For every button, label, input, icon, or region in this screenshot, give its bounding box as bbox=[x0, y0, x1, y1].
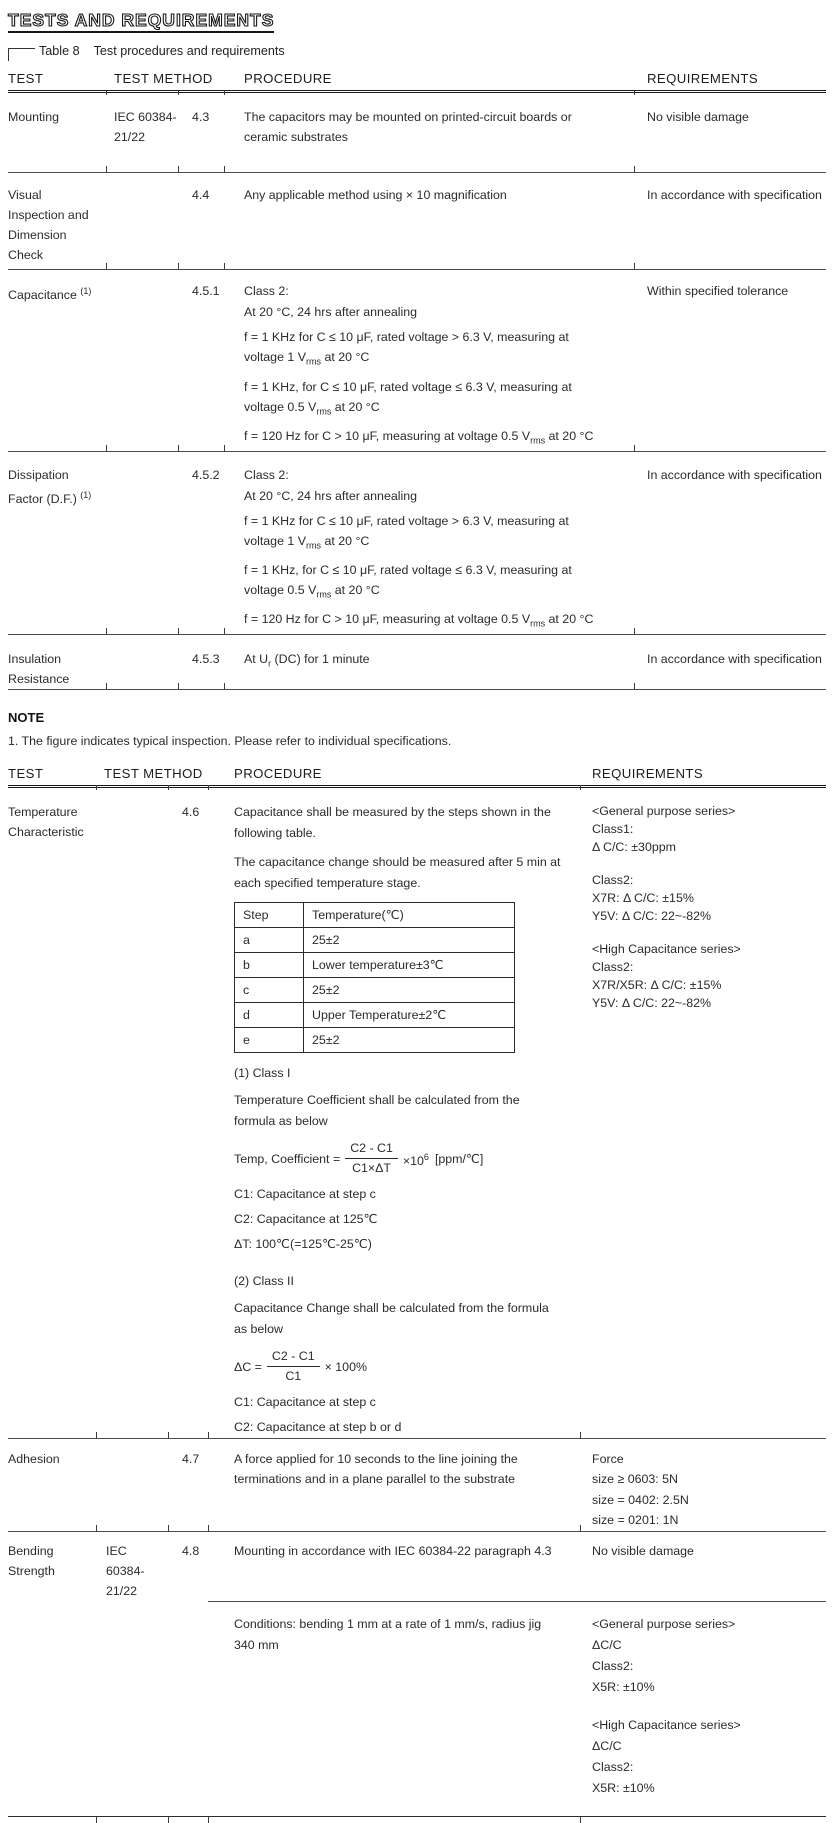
table2-header-test: TEST bbox=[8, 765, 44, 781]
steps-header-row: Step Temperature(℃) bbox=[235, 903, 514, 927]
table2-header-requirements: REQUIREMENTS bbox=[592, 765, 704, 781]
capacitance-f2: f = 1 KHz, for C ≤ 10 μF, rated voltage ≤ 6.3 V, measuring at voltage 0.5 $V_{rms}$ at 20 °C bbox=[244, 379, 572, 417]
dissipation-f3: f = 120 Hz for C > 10 μF, measuring at voltage 0.5 $V_{rms}$ at 20 °C bbox=[244, 612, 594, 629]
column-tick bbox=[634, 263, 635, 269]
adhesion-method-no: 4.7 bbox=[182, 1451, 200, 1466]
req-general-purpose: <General purpose series> Class1: Δ C/C: ±30ppm bbox=[592, 803, 736, 854]
column-tick bbox=[168, 1817, 169, 1823]
adhesion-method bbox=[96, 1449, 168, 1531]
class1-dt: ΔT: 100℃(=125℃-25℃) bbox=[234, 1236, 372, 1251]
column-tick bbox=[106, 445, 107, 451]
bending-method-no: 4.8 bbox=[182, 1543, 200, 1558]
mounting-method-no: 4.3 bbox=[192, 110, 210, 125]
req-general-purpose: <General purpose series> ΔC/C Class2: X5R: ±10% bbox=[592, 1616, 736, 1694]
visual-method-no: 4.4 bbox=[192, 188, 210, 203]
column-tick bbox=[224, 445, 225, 451]
column-tick bbox=[634, 166, 635, 172]
column-tick bbox=[178, 445, 179, 451]
mounting-method: IEC 60384- 21/22 bbox=[114, 110, 177, 145]
dissipation-test: Dissipation Factor (D.F.) $^{(1)}$ bbox=[8, 467, 92, 506]
steps-row: b Lower temperature±3℃ bbox=[235, 952, 514, 977]
page-title: TESTS AND REQUIREMENTS bbox=[8, 10, 274, 33]
test-table-1 bbox=[8, 69, 826, 690]
capacitance-requirement: Within specified tolerance bbox=[647, 284, 789, 299]
dissipation-procedure: Class 2: At 20 °C, 24 hrs after annealing f = 1 KHz for C ≤ 10 μF, rated voltage > 6.3 V, measuring at voltage 1 $V_{rms}$ at 20 °C f = 1 KHz, for C ≤ 10 μF, rated voltage ≤ 6.3 V, measuring at voltage 0.5 $V_{rms}$ at 20 °C f = 120 Hz for C > 10 μF, measuring at voltage 0.5 $V_{rms}$ at 20 °C bbox=[224, 465, 634, 634]
footnote-ref: (1) bbox=[80, 286, 92, 297]
column-tick bbox=[168, 1432, 169, 1438]
column-tick bbox=[580, 1817, 581, 1823]
column-tick bbox=[178, 628, 179, 634]
column-tick bbox=[208, 1432, 209, 1438]
class1-c1: C1: Capacitance at step c bbox=[234, 1186, 376, 1201]
column-tick bbox=[634, 90, 635, 95]
table-caption bbox=[8, 44, 826, 61]
class1-heading: (1) Class I bbox=[234, 1065, 291, 1080]
capacitance-method-no: 4.5.1 bbox=[192, 284, 220, 299]
table-row-bending-strength bbox=[8, 1532, 826, 1816]
test-table-2 bbox=[8, 764, 826, 1818]
column-tick bbox=[208, 1817, 209, 1823]
capacitance-f1: f = 1 KHz for C ≤ 10 μF, rated voltage > 6.3 V, measuring at voltage 1 $V_{rms}$ at 20 °C bbox=[244, 330, 569, 367]
mounting-procedure: The capacitors may be mounted on printed-circuit boards or ceramic substrates bbox=[244, 110, 572, 145]
capacitance-method bbox=[106, 281, 178, 450]
class2-c1: C1: Capacitance at step c bbox=[234, 1394, 376, 1409]
insulation-requirement: In accordance with specification bbox=[647, 651, 822, 666]
column-tick bbox=[96, 1817, 97, 1823]
column-tick bbox=[580, 1432, 581, 1438]
temperature-test: Temperature Characteristic bbox=[8, 804, 84, 839]
note-heading: NOTE bbox=[8, 709, 45, 725]
column-tick bbox=[580, 1525, 581, 1531]
steps-row: c 25±2 bbox=[235, 977, 514, 1002]
capacitance-procedure: Class 2: At 20 °C, 24 hrs after annealing f = 1 KHz for C ≤ 10 μF, rated voltage > 6.3 V, measuring at voltage 1 $V_{rms}$ at 20 °C f = 1 KHz, for C ≤ 10 μF, rated voltage ≤ 6.3 V, measuring at voltage 0.5 $V_{rms}$ at 20 °C f = 120 Hz for C > 10 μF, measuring at voltage 0.5 $V_{rms}$ at 20 °C bbox=[224, 281, 634, 450]
column-tick bbox=[96, 1525, 97, 1531]
column-tick bbox=[224, 263, 225, 269]
mounting-test: Mounting bbox=[8, 110, 59, 125]
column-tick bbox=[224, 683, 225, 689]
table1-header-row bbox=[8, 69, 826, 93]
column-tick bbox=[106, 628, 107, 634]
table1-header-test: TEST bbox=[8, 71, 44, 87]
temp-coefficient-formula: Temp, Coefficient = $\frac{C2 - C1}{C1\times\Delta T}$ $\times 10^6$ [ppm/℃] bbox=[234, 1141, 484, 1176]
visual-test: Visual Inspection and Dimension Check bbox=[8, 188, 89, 263]
class2-c2: C2: Capacitance at step b or d bbox=[234, 1419, 402, 1434]
table-row-temperature-characteristic bbox=[8, 788, 826, 1438]
steps-row: d Upper Temperature±2℃ bbox=[235, 1002, 514, 1027]
column-tick bbox=[178, 263, 179, 269]
req-high-capacitance: <High Capacitance series> ΔC/C Class2: X5R: ±10% bbox=[592, 1717, 741, 1795]
column-tick bbox=[580, 785, 581, 790]
table-row-mounting bbox=[8, 93, 826, 172]
column-tick bbox=[178, 683, 179, 689]
fraction: $\frac{C2 - C1}{C1}$ bbox=[267, 1348, 320, 1385]
column-tick bbox=[634, 683, 635, 689]
fraction: $\frac{C2 - C1}{C1\times\Delta T}$ bbox=[345, 1140, 398, 1177]
table-row-capacitance bbox=[8, 270, 826, 450]
visual-requirement: In accordance with specification bbox=[647, 188, 822, 203]
column-tick bbox=[178, 90, 179, 95]
visual-method bbox=[106, 185, 178, 269]
row-separator bbox=[8, 269, 826, 270]
req-high-capacitance: <High Capacitance series> Class2: X7R/X5R: Δ C/C: ±15% Y5V: Δ C/C: 22~-82% bbox=[592, 941, 741, 1010]
row-separator bbox=[8, 689, 826, 690]
temperature-method bbox=[96, 802, 168, 1438]
table2-header-method: TEST METHOD bbox=[104, 765, 203, 781]
steps-row: e 25±2 bbox=[235, 1027, 514, 1052]
table-row-visual-inspection bbox=[8, 173, 826, 269]
temperature-requirement bbox=[580, 802, 826, 1438]
adhesion-procedure: A force applied for 10 seconds to the line joining the terminations and in a plane parallel to the substrate bbox=[234, 1451, 518, 1486]
column-tick bbox=[224, 166, 225, 172]
column-tick bbox=[106, 166, 107, 172]
column-tick bbox=[224, 90, 225, 95]
bending-procedure-main: Mounting in accordance with IEC 60384-22 paragraph 4.3 bbox=[234, 1543, 552, 1558]
steps-row: a 25±2 bbox=[235, 927, 514, 952]
dissipation-requirement: In accordance with specification bbox=[647, 467, 822, 482]
column-tick bbox=[106, 90, 107, 95]
row-separator bbox=[8, 1531, 826, 1532]
temperature-method-no: 4.6 bbox=[182, 804, 200, 819]
visual-procedure: Any applicable method using × 10 magnification bbox=[244, 188, 507, 203]
mounting-requirement: No visible damage bbox=[647, 110, 749, 125]
class2-heading: (2) Class II bbox=[234, 1273, 294, 1288]
dissipation-f2: f = 1 KHz, for C ≤ 10 μF, rated voltage ≤ 6.3 V, measuring at voltage 0.5 $V_{rms}$ at 20 °C bbox=[244, 563, 572, 600]
column-tick bbox=[106, 683, 107, 689]
dissipation-f1: f = 1 KHz for C ≤ 10 μF, rated voltage > 6.3 V, measuring at voltage 1 $V_{rms}$ at 20 °C bbox=[244, 513, 569, 550]
bending-requirement-main: No visible damage bbox=[592, 1543, 694, 1558]
capacitance-change-formula: ΔC = $\frac{C2 - C1}{C1}$ × 100% bbox=[234, 1349, 367, 1384]
table-row-adhesion bbox=[8, 1439, 826, 1531]
row-separator bbox=[8, 172, 826, 173]
note-text: 1. The figure indicates typical inspection. Please refer to individual specifications. bbox=[8, 733, 452, 748]
column-tick bbox=[634, 628, 635, 634]
req-class2: Class2: X7R: Δ C/C: ±15% Y5V: Δ C/C: 22~-82% bbox=[592, 872, 712, 923]
adhesion-test: Adhesion bbox=[8, 1451, 60, 1466]
temperature-steps-table bbox=[234, 902, 515, 1053]
column-tick bbox=[634, 445, 635, 451]
table-caption-text: Test procedures and requirements bbox=[93, 44, 285, 59]
insulation-procedure: At $U_r$ (DC) for 1 minute bbox=[244, 651, 370, 669]
column-tick bbox=[224, 628, 225, 634]
row-separator bbox=[8, 634, 826, 635]
capacitance-test: Capacitance $^{(1)}$ bbox=[8, 286, 92, 303]
temperature-procedure: Capacitance shall be measured by the steps shown in the following table. The capacitance change should be measured after 5 min at each specified temperature stage. Step Temperature(℃) a 25±2 b Lower temperature±3℃ c 25±2 d Upper Temperature±2℃ e 25±2 (1) Class I Temperature Coefficient shall be calculated from the formula as below Temp, Coefficient = $\frac{C2 - C1}{C1\times\Delta T}$ $\times 10^6$ [ppm/℃] C1: Capacitance at step c C2: Capacitance at 125℃ ΔT: 100℃(=125℃-25℃) (2) Class II Capacitance Change shall be calculated from the formula as below ΔC = $\frac{C2 - C1}{C1}$ × 100% C1: Capacitance at step c C2: Capacitance at step b or d bbox=[208, 802, 580, 1438]
row-separator bbox=[8, 1438, 826, 1439]
table-caption-bracket-icon bbox=[8, 48, 35, 61]
table1-header-requirements: REQUIREMENTS bbox=[647, 71, 759, 87]
capacitance-f3: f = 120 Hz for C > 10 μF, measuring at voltage 0.5 $V_{rms}$ at 20 °C bbox=[244, 429, 594, 446]
insulation-method bbox=[106, 649, 178, 689]
table2-header-procedure: PROCEDURE bbox=[234, 765, 322, 781]
row-separator bbox=[8, 451, 826, 452]
table-row-dissipation-factor bbox=[8, 452, 826, 634]
column-tick bbox=[208, 1525, 209, 1531]
column-tick bbox=[168, 1525, 169, 1531]
column-tick bbox=[178, 166, 179, 172]
class1-c2: C2: Capacitance at 125℃ bbox=[234, 1211, 378, 1226]
bending-method: IEC 60384- 21/22 bbox=[106, 1543, 145, 1598]
table1-header-method: TEST METHOD bbox=[114, 71, 213, 87]
table-bottom-rule bbox=[8, 1816, 826, 1818]
footnote-ref: (1) bbox=[80, 489, 92, 500]
column-tick bbox=[106, 263, 107, 269]
bending-test: Bending Strength bbox=[8, 1543, 55, 1578]
dissipation-method-no: 4.5.2 bbox=[192, 467, 220, 482]
bending-requirement-conditions bbox=[580, 1601, 826, 1816]
column-tick bbox=[208, 785, 209, 790]
insulation-method-no: 4.5.3 bbox=[192, 651, 220, 666]
bending-procedure-conditions: Conditions: bending 1 mm at a rate of 1 mm/s, radius jig 340 mm bbox=[208, 1601, 580, 1816]
table2-header-row bbox=[8, 764, 826, 788]
column-tick bbox=[168, 785, 169, 790]
dissipation-method bbox=[106, 465, 178, 634]
insulation-test: Insulation Resistance bbox=[8, 651, 70, 686]
column-tick bbox=[96, 785, 97, 790]
table-row-insulation-resistance bbox=[8, 635, 826, 689]
adhesion-requirement: Force size ≥ 0603: 5N size = 0402: 2.5N size = 0201: 1N bbox=[592, 1451, 689, 1528]
table1-header-procedure: PROCEDURE bbox=[244, 71, 332, 87]
column-tick bbox=[96, 1432, 97, 1438]
table-caption-label: Table 8 bbox=[39, 44, 80, 59]
